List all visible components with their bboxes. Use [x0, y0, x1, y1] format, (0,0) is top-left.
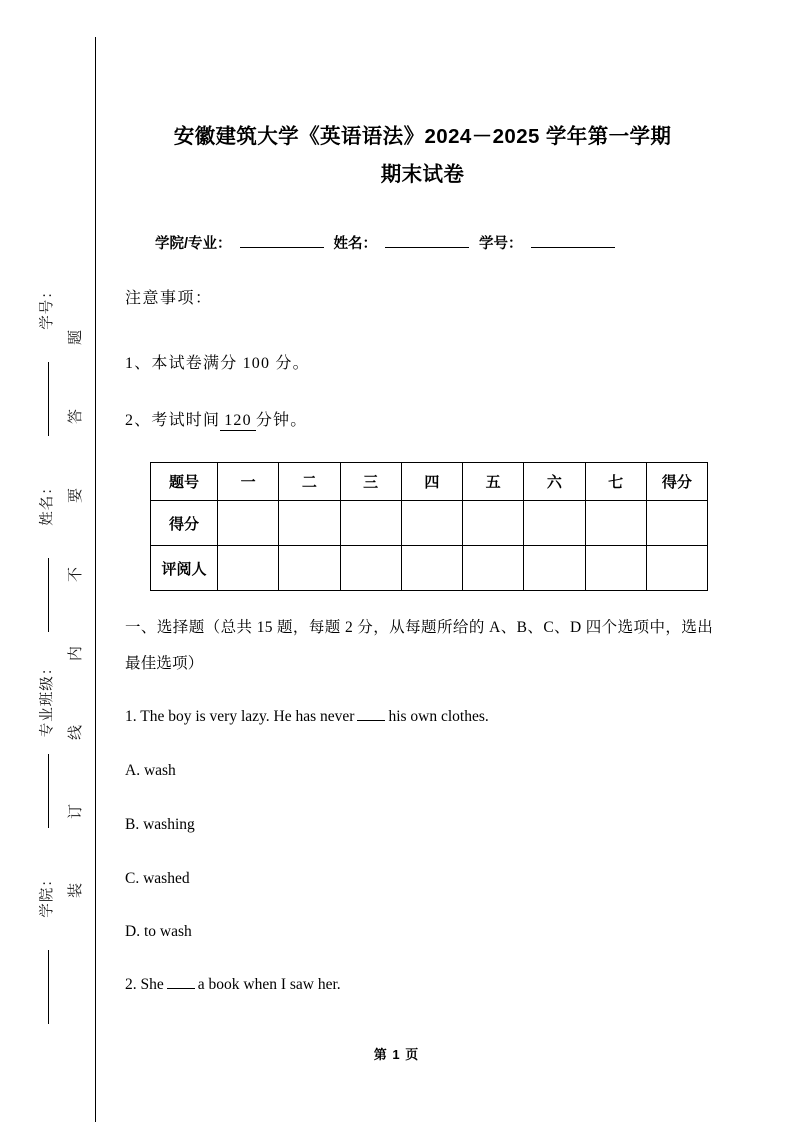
question-1-option-a[interactable] — [125, 761, 713, 781]
question-2-text-before: She — [140, 976, 164, 993]
question-1-text-before: The boy is very lazy. He has never — [140, 708, 355, 725]
question-1-stem — [125, 707, 713, 727]
page-footer — [0, 1044, 793, 1063]
question-1-option-c[interactable] — [125, 869, 713, 889]
binding-warning-char: 不 — [68, 566, 85, 583]
binding-field-student-id-rule — [48, 362, 49, 436]
question-2-blank[interactable] — [167, 977, 195, 989]
score-table-row-label: 得分 — [151, 501, 218, 546]
binding-warning-char: 线 — [68, 724, 85, 741]
content-column — [125, 0, 725, 1122]
score-table-col-header: 二 — [279, 463, 340, 501]
college-major-label: 学院/专业： — [155, 236, 232, 252]
note-item-2-prefix: 2、考试时间 — [125, 412, 221, 429]
score-cell[interactable] — [524, 501, 585, 546]
reviewer-cell[interactable] — [585, 546, 646, 591]
score-table-col-header: 一 — [218, 463, 279, 501]
score-table-row-label: 题号 — [151, 463, 218, 501]
score-table-col-header: 三 — [340, 463, 401, 501]
question-2-number: 2. — [125, 976, 137, 993]
reviewer-cell[interactable] — [218, 546, 279, 591]
reviewer-cell[interactable] — [401, 546, 462, 591]
reviewer-cell[interactable] — [646, 546, 707, 591]
binding-warning-column — [60, 330, 94, 962]
score-cell[interactable] — [463, 501, 524, 546]
question-2-stem-line — [125, 975, 713, 995]
score-table-col-header: 五 — [463, 463, 524, 501]
binding-field-student-id-label: 学号： — [39, 283, 56, 330]
binding-field-college-rule — [48, 950, 49, 1024]
question-1-option-b-label: B. washing — [125, 816, 195, 833]
exam-duration-value: 120 — [220, 412, 256, 431]
question-1-number: 1. — [125, 708, 137, 725]
score-cell[interactable] — [218, 501, 279, 546]
score-table-row-label: 评阅人 — [151, 546, 218, 591]
table-row-scores — [151, 501, 708, 546]
score-cell[interactable] — [585, 501, 646, 546]
binding-field-class-label: 专业班级： — [39, 659, 56, 738]
notes-heading: 注意事项： — [125, 290, 213, 307]
binding-warning-char: 内 — [68, 645, 85, 662]
question-1-option-d-label: D. to wash — [125, 923, 192, 940]
binding-warning-char: 装 — [68, 882, 85, 899]
score-table-col-header: 得分 — [646, 463, 707, 501]
score-table-col-header: 四 — [401, 463, 462, 501]
question-1-option-d[interactable] — [125, 922, 713, 942]
score-table — [150, 462, 708, 591]
score-cell[interactable] — [401, 501, 462, 546]
student-id-field[interactable] — [531, 234, 615, 248]
binding-field-class-rule — [48, 754, 49, 828]
reviewer-cell[interactable] — [524, 546, 585, 591]
college-major-field[interactable] — [240, 234, 324, 248]
identity-row — [155, 232, 725, 253]
question-2-stem — [125, 975, 713, 995]
score-table-col-header: 六 — [524, 463, 585, 501]
note-item-2-suffix: 分钟。 — [255, 412, 308, 429]
question-1-stem-line — [125, 707, 713, 727]
table-row-header — [151, 463, 708, 501]
page-title-line-1: 安徽建筑大学《英语语法》2024－2025 学年第一学期 — [173, 125, 672, 148]
question-1-option-c-label: C. washed — [125, 870, 190, 887]
page-title — [125, 118, 720, 194]
binding-warning-char: 要 — [68, 487, 85, 504]
binding-field-name-rule — [48, 558, 49, 632]
score-cell[interactable] — [646, 501, 707, 546]
score-cell[interactable] — [340, 501, 401, 546]
reviewer-cell[interactable] — [340, 546, 401, 591]
name-label: 姓名： — [333, 236, 378, 252]
note-item-2 — [125, 407, 307, 430]
page-number-label: 第 1 页 — [373, 1047, 420, 1062]
section-heading-1: 一、选择题（总共 15 题，每题 2 分，从每题所给的 A、B、C、D 四个选项中，选出最佳选项） — [125, 619, 713, 672]
binding-line — [95, 37, 96, 1122]
binding-field-name-label: 姓名： — [39, 479, 56, 526]
student-id-label: 学号： — [479, 236, 523, 252]
name-field[interactable] — [385, 234, 469, 248]
binding-field-college-label: 学院： — [39, 871, 56, 918]
question-1-option-a-label: A. wash — [125, 762, 176, 779]
reviewer-cell[interactable] — [463, 546, 524, 591]
score-table-col-header: 七 — [585, 463, 646, 501]
table-row-reviewers — [151, 546, 708, 591]
score-cell[interactable] — [279, 501, 340, 546]
binding-warning-char: 订 — [68, 803, 85, 820]
binding-warning-char: 答 — [68, 408, 85, 425]
question-1-blank[interactable] — [357, 709, 385, 721]
question-2-text-after: a book when I saw her. — [197, 976, 341, 993]
reviewer-cell[interactable] — [279, 546, 340, 591]
page-title-line-2: 期末试卷 — [380, 163, 465, 186]
question-1-option-b[interactable] — [125, 815, 713, 835]
note-item-1: 1、本试卷满分 100 分。 — [125, 355, 310, 372]
binding-warning-char: 题 — [68, 329, 85, 346]
question-1-text-after: his own clothes. — [388, 708, 489, 725]
